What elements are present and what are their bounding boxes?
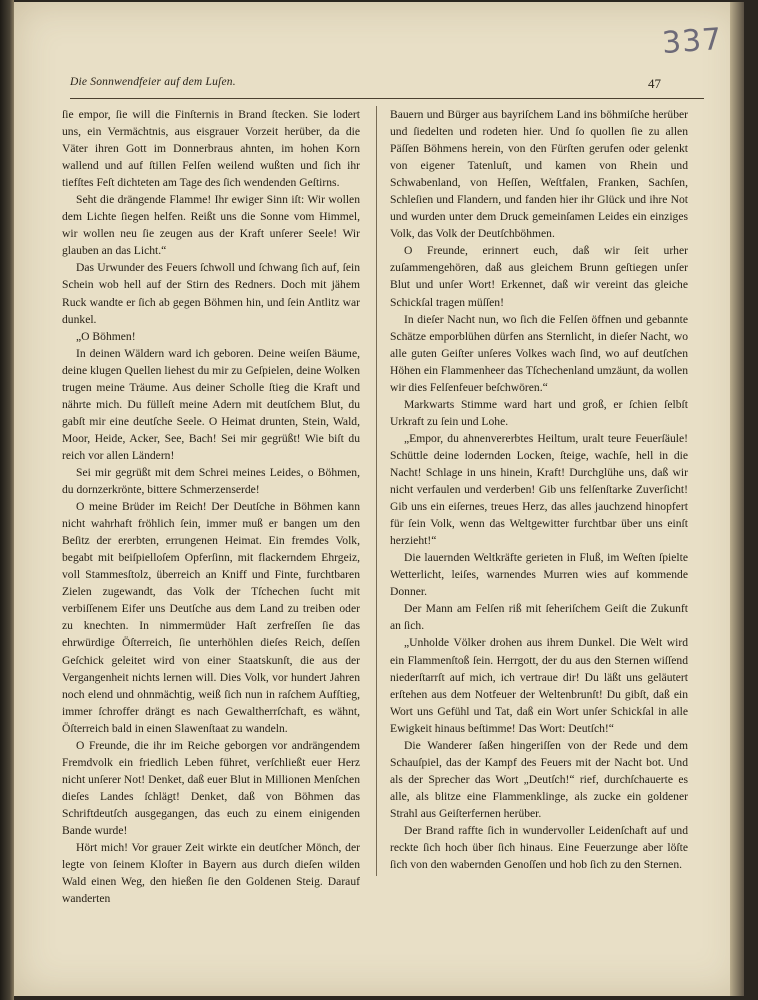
paragraph: Der Mann am Felſen riß mit ſeheriſchem Geiſt die Zukunft an ſich. [390,602,688,633]
paragraph: „O Böhmen! [76,329,136,343]
paragraph: Hört mich! Vor grauer Zeit wirkte ein deutſcher Mönch, der legte von ſeinem Kloſter in Bayern aus durch dieſen wilden Wald einen Weg, den hießen ſie den Goldenen Steig. Darauf wanderten [62,841,360,906]
right-column [390,106,688,873]
paragraph: O meine Brüder im Reich! Der Deutſche in Böhmen kann nicht wahrhaft fröhlich ſein, immer muß er bangen um den Beſitz der ererbten, errungenen Heimat. Ein fremdes Volk, begabt mit beiſpielloſem Opferſinn, mit flackerndem Ehrgeiz, voll Stammesſtolz, überreich an Kniff und Finte, furchtbaren Zielen zugewandt, das Volk der Tſchechen ſucht mit verbiſſenem Eifer uns Deutſche aus dem Land zu treiben oder zu knechten. In nimmermüder Haſt zerfreſſen ſie das ehrwürdige Öſterreich, ſie unterhöhlen dieſes Reich, deſſen Geſchick geleitet wird von einer Staatskunſt, die aus der Vergangenheit nichts lernen will. Dies Volk, vor hundert Jahren noch elend und ohnmächtig, weiß ſich nun in raſchem Aufſtieg, immer ſchroffer drängt es nach Gewaltherrſchaft, es wähnt, Öſterreich bald in einen Slawenſtaat zu wandeln. [62,500,360,735]
paragraph: Seht die drängende Flamme! Ihr ewiger Sinn iſt: Wir wollen dem Lichte ſiegen helfen. Reißt uns die Sonne vom Himmel, wir wollen neu ſie zeugen aus der Kraft unſerer Seele! Wir glauben an das Licht.“ [62,193,360,258]
paragraph: Sei mir gegrüßt mit dem Schrei meines Leides, o Böhmen, du dornzerkrönte, bittere Schmerzenserde! [62,465,360,497]
paragraph: Das Urwunder des Feuers ſchwoll und ſchwang ſich auf, ſein Schein wob hell auf der Stirn des Redners. Doch mit jähem Ruck wandte er ſich ab gegen Böhmen hin, und ſein Antlitz war dunkel. [62,261,360,326]
paragraph: „Empor, du ahnenvererbtes Heiltum, uralt teure Feuerſäule! Schüttle deine lodernden Locken, ſteige, wachſe, hell in die Nacht! Schlage in uns hinein, Kraft! Durchglühe uns, daß wir nicht verfaulen und verderben! Gib uns felſenſtarke Zuverſicht! Gib uns ein eiſernes, treues Herz, das alles jauchzend hinopfert für ſein Volk, wenn das Weltgewitter furchtbar über uns einſt herzieht!“ [390,431,688,548]
page-edge [730,2,744,996]
left-column [62,106,360,907]
paragraph: Der Brand raffte ſich in wundervoller Leidenſchaft auf und reckte ſich hoch über ſich hinaus. Eine Feuerzunge aber löſte ſich von den wabernden Genoſſen und hob ſich zu den Sternen. [390,823,688,872]
header-rule [70,98,704,99]
book-page [14,2,744,996]
paragraph: Die Wanderer ſaßen hingeriſſen von der Rede und dem Schauſpiel, das der Kampf des Feuers mit der Nacht bot. Und als der Sprecher das Wort „Deutſch!“ rief, durchſchauerte es alle, als blitze eine Flammenklinge, als zucke ein goldener Strahl aus Geiſterfernen herüber. [390,738,688,820]
page-number: 47 [648,76,661,91]
paragraph: In deinen Wäldern ward ich geboren. Deine weiſen Bäume, deine klugen Quellen liehest du mir zu Geſpielen, deine Wolken trugen meine Träume. Aus deiner Scholle ſtieg die Kraft und nährte mich. Du fülleſt meine Adern mit deutſchem Blut, du gabſt mir eine deutſche Seele. O Heimat drunten, Stein, Wald, Moor, Heide, Acker, See, Bach! Sei mir gegrüßt! Wie biſt du reich vor allen Ländern! [62,346,360,462]
paragraph: Markwarts Stimme ward hart und groß, er ſchien ſelbſt Urkraft zu ſein und Lohe. [390,397,688,428]
paragraph: O Freunde, die ihr im Reiche geborgen vor andrängendem Fremdvolk ein friedlich Leben führet, verſchließt euer Herz nicht unſerer Not! Denket, daß euer Blut in Millionen Menſchen dieſes Landes ſchlägt! Denket, daß von Böhmen das Schriftdeutſch ausgegangen, das euch zu einem einigenden Bande wurde! [62,738,360,837]
pencil-page-mark: 337 [660,21,724,62]
paragraph: O Freunde, erinnert euch, daß wir ſeit urher zuſammengehören, daß aus gleichem Brunn geſtiegen unſer Blut und unſer Wort! Erkennet, daß wir vereint das gleiche Schickſal tragen müſſen! [390,244,688,309]
paragraph: Bauern und Bürger aus bayriſchem Land ins böhmiſche herüber und ſiedelten und rodeten hier. Und ſo quollen ſie zu allen Päſſen Böhmens herein, von den Fürſten gerufen oder gelenkt von eigener Tatenluſt, und kamen von Rhein und Schwabenland, von Heſſen, Weſtfalen, Franken, Sachſen, Schleſien und Flandern, und fanden hier ihr Glück und ihre Not und wurden unter dem Druck gemeinſamen Leides ein einziges Volk, das Volk der Deutſchböhmen. [390,108,688,241]
paragraph: „Unholde Völker drohen aus ihrem Dunkel. Die Welt wird ein Flammenſtoß ſein. Herrgott, der du aus den Sternen wiſſend niederſtarrſt auf mich, ich vertraue dir! Du läßt uns geläutert erſtehen aus dem Notfeuer der Weltenbrunſt! Du gibſt, daß ein Wort uns Gefühl und Tat, daß ein Wort unſer Schickſal in alle Ewigkeit hinaus beſtimme! Das Wort: Deutſch!“ [390,636,688,735]
column-divider [376,106,377,876]
book-spine [0,0,14,1000]
paragraph: ſie empor, ſie will die Finſternis in Brand ſtecken. Sie lodert uns, ein Vermächtnis, aus eisgrauer Vorzeit herüber, da die Väter ihren Gott im Donnerbraus ahnten, im hohen Korn wallend und auf ſtillen Felſen weilend wußten und ſich ihr tiefſtes Feſt dichteten am Tage des ſich wendenden Geſtirns. [62,108,360,190]
running-title: Die Sonnwendfeier auf dem Luſen. [70,76,236,88]
paragraph: Die lauernden Weltkräfte gerieten in Fluß, im Weſten ſpielte Wetterlicht, leiſes, warnendes Murren wies auf kommende Donner. [390,551,688,599]
paragraph: In dieſer Nacht nun, wo ſich die Felſen öffnen und gebannte Schätze emporblühen dürfen ans Sternlicht, in dieſer Nacht, wo alle guten Geiſter unſeres Volkes wach ſind, wo auf deutſchen Höhen ein Flammenheer das Tſchechenland umzäunt, da wollen wir dies Felſenfeuer beſchwören.“ [390,312,688,394]
